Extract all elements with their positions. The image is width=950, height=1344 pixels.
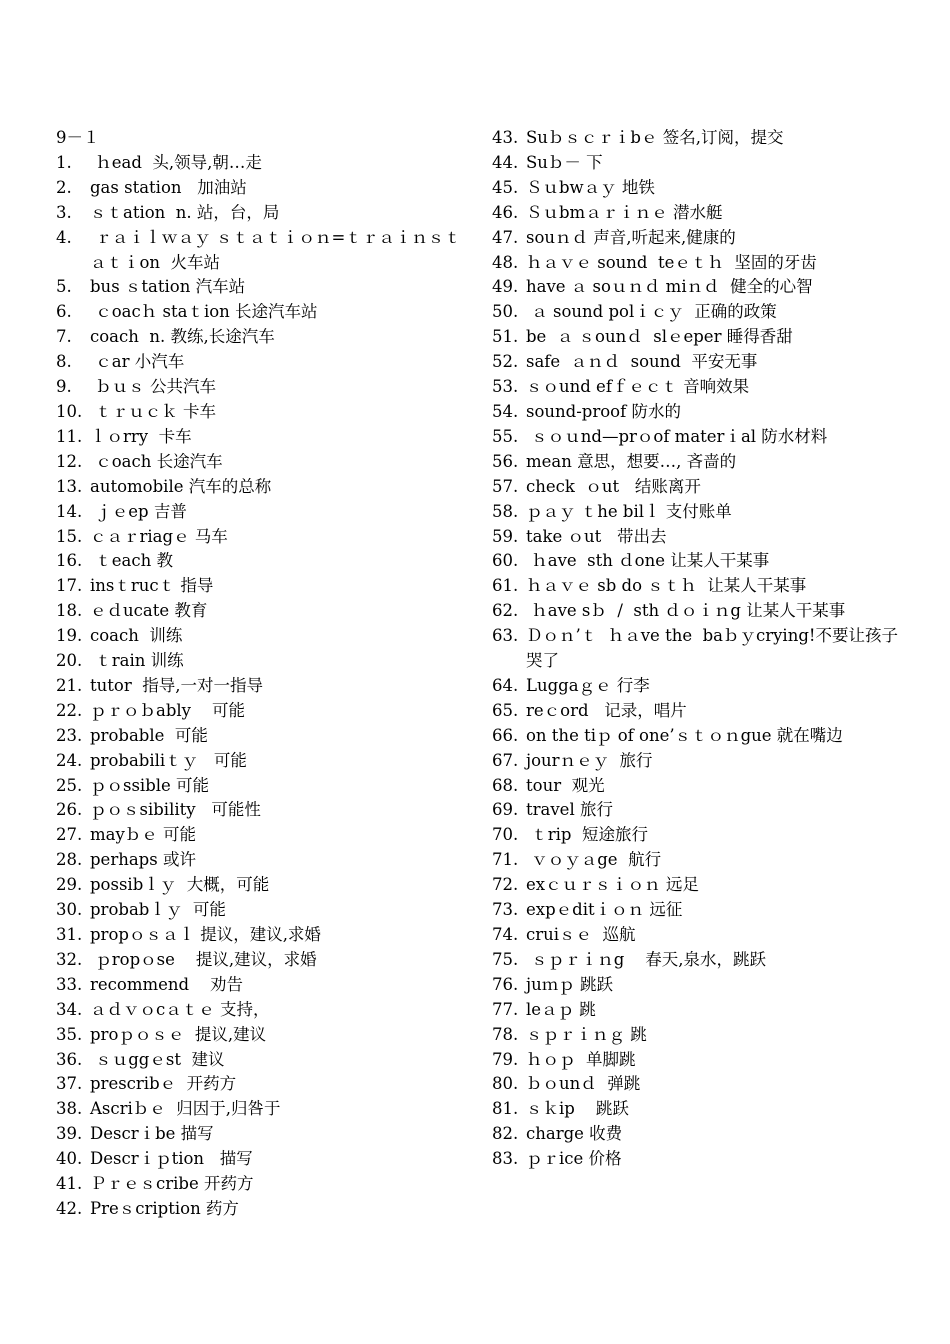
entry-text: reｃord 记录，唱片: [526, 700, 687, 720]
entry-number: 5.: [56, 277, 72, 297]
entry-text: ｃoach 长途汽车: [90, 451, 223, 471]
vocab-entry: [492, 674, 912, 699]
entry-number: 10.: [56, 401, 83, 421]
entry-number: 31.: [56, 925, 83, 944]
vocab-entry: [492, 1147, 912, 1172]
entry-text: tour 观光: [526, 775, 605, 795]
left-column: [56, 126, 476, 1222]
entry-number: 25.: [56, 775, 83, 795]
entry-text: ｈave sth ｄone 让某人干某事: [526, 551, 770, 571]
entry-number: 24.: [56, 750, 83, 770]
entry-number: 35.: [56, 1024, 83, 1044]
entry-text: ａ sound polｉｃｙ 正确的政策: [526, 302, 777, 322]
entry-number: 45.: [492, 177, 519, 197]
entry-text: ｓｏｕnd—prｏof materｉal 防水材料: [526, 426, 828, 446]
entry-text: ｐｏｓsibility 可能性: [90, 800, 261, 820]
entry-text: jourｎｅｙ 旅行: [526, 750, 653, 770]
entry-text: ｐｒice 价格: [526, 1149, 622, 1169]
entry-text: propｏｓａｌ 提议，建议,求婚: [90, 925, 321, 944]
entry-text: Suｂｓｃｒｉbｅ 签名,订阅，提交: [526, 128, 784, 147]
vocab-entry: [492, 500, 912, 525]
entry-number: 72.: [492, 875, 519, 895]
vocab-entry: [492, 624, 912, 674]
entry-text: on the tiｐ of one’ｓｔｏｎgue 就在嘴边: [526, 725, 843, 745]
entry-number: 15.: [56, 526, 83, 546]
entry-number: 14.: [56, 501, 83, 521]
vocab-entry: [492, 724, 912, 749]
vocab-entry: [56, 873, 476, 898]
entry-number: 60.: [492, 551, 519, 571]
entry-text: Preｓcription 药方: [90, 1198, 239, 1218]
entry-number: 1.: [56, 152, 72, 172]
entry-number: 38.: [56, 1099, 83, 1119]
entry-number: 13.: [56, 476, 83, 496]
vocab-entry: [56, 574, 476, 599]
entry-text: ｌｏrry 卡车: [90, 426, 192, 446]
vocab-entry: [492, 475, 912, 500]
entry-text: charge 收费: [526, 1124, 623, 1144]
vocab-entry: [492, 823, 912, 848]
entry-number: 30.: [56, 900, 83, 920]
entry-text: insｔrucｔ 指导: [90, 576, 214, 596]
vocab-entry: [492, 176, 912, 201]
entry-text: ｂｕｓ 公共汽车: [90, 377, 216, 397]
entry-text: ｃoacｈ staｔion 长途汽车站: [90, 302, 318, 322]
entry-text: ｐｏssible 可能: [90, 775, 210, 795]
vocab-entry: [56, 948, 476, 973]
entry-number: 48.: [492, 252, 519, 272]
entry-number: 6.: [56, 302, 72, 322]
vocab-entry: [492, 525, 912, 550]
entry-text: ｈｏｐ 单脚跳: [526, 1049, 636, 1069]
entry-number: 39.: [56, 1124, 83, 1144]
entry-number: 12.: [56, 451, 83, 471]
vocab-entry: [492, 400, 912, 425]
entry-number: 75.: [492, 949, 519, 969]
entry-text: Suｂ－ 下: [526, 152, 603, 172]
entry-text: ｓｋip 跳跃: [526, 1099, 629, 1119]
entry-number: 57.: [492, 476, 519, 496]
vocab-entry: [492, 973, 912, 998]
vocab-entry: [492, 375, 912, 400]
entry-number: 7.: [56, 327, 72, 347]
entry-text: Luggaｇｅ 行李: [526, 675, 650, 695]
vocab-entry: [56, 1072, 476, 1097]
vocab-entry: [492, 549, 912, 574]
entry-text: take ｏut 带出去: [526, 526, 667, 546]
entry-number: 49.: [492, 277, 519, 297]
entry-number: 77.: [492, 999, 519, 1019]
entry-text: juｍｐ 跳跃: [526, 974, 613, 994]
vocab-entry: [56, 400, 476, 425]
entry-number: 19.: [56, 626, 83, 646]
vocab-entry: [492, 450, 912, 475]
entry-number: 69.: [492, 800, 519, 820]
vocab-entry: [492, 275, 912, 300]
entry-number: 79.: [492, 1049, 519, 1069]
entry-text: ｊｅep 吉普: [90, 501, 187, 521]
entry-text: prescribｅ 开药方: [90, 1074, 237, 1094]
entry-text: ｒａｉｌｗａｙ ｓｔａｔｉｏｎ=ｔｒａｉｎｓｔａｔｉon 火车站: [90, 227, 461, 272]
vocab-entry: [56, 923, 476, 948]
vocab-entry: [492, 774, 912, 799]
entry-number: 67.: [492, 750, 519, 770]
entry-number: 29.: [56, 875, 83, 895]
entry-number: 68.: [492, 775, 519, 795]
entry-number: 41.: [56, 1174, 83, 1194]
entry-text: possibｌｙ 大概，可能: [90, 875, 270, 895]
entry-number: 43.: [492, 128, 519, 147]
vocab-entry: [492, 300, 912, 325]
entry-text: probable 可能: [90, 725, 208, 745]
entry-text: probabｌｙ 可能: [90, 900, 226, 920]
entry-number: 20.: [56, 651, 83, 671]
entry-number: 65.: [492, 700, 519, 720]
entry-text: ａｄｖｏcａｔｅ 支持，: [90, 999, 270, 1019]
entry-text: mayｂｅ 可能: [90, 825, 197, 845]
vocab-entry: [492, 226, 912, 251]
entry-text: cruiｓｅ 巡航: [526, 925, 636, 944]
entry-number: 62.: [492, 601, 519, 621]
entry-text: exｃｕｒｓｉｏｎ 远足: [526, 875, 699, 895]
vocab-entry: [56, 201, 476, 226]
entry-number: 74.: [492, 925, 519, 944]
entry-text: ｈａｖｅ sb do ｓｔｈ 让某人干某事: [526, 576, 807, 596]
vocab-entry: [56, 1122, 476, 1147]
vocab-entry: [492, 1048, 912, 1073]
entry-text: ｐｒｏｂably 可能: [90, 700, 245, 720]
vocab-entry: [56, 375, 476, 400]
vocab-entry: [492, 749, 912, 774]
vocab-entry: [56, 425, 476, 450]
entry-text: ｔrip 短途旅行: [526, 825, 648, 845]
vocab-entry: [492, 1122, 912, 1147]
entry-text: ｓｏund efｆｅｃｔ 音响效果: [526, 377, 750, 397]
entry-number: 3.: [56, 202, 72, 222]
entry-text: ｔeach 教: [90, 551, 173, 571]
vocab-entry: [56, 898, 476, 923]
entry-text: be ａ ｓounｄ slｅeper 睡得香甜: [526, 327, 793, 347]
entry-text: ｐropｏse 提议,建议，求婚: [90, 949, 317, 969]
entry-text: ｐａｙ ｔhe bilｌ 支付账单: [526, 501, 732, 521]
entry-text: recommend 劝告: [90, 974, 244, 994]
entry-number: 73.: [492, 900, 519, 920]
entry-text: Ｄｏｎ’ｔ ｈａve the baｂｙcrying!不要让孩子哭了: [526, 626, 899, 671]
vocab-entry: [492, 1072, 912, 1097]
entry-text: automobile 汽车的总称: [90, 476, 272, 496]
entry-text: ｓｕggｅst 建议: [90, 1049, 225, 1069]
entry-number: 61.: [492, 576, 519, 596]
entry-text: ｈave sｂ / sth ｄｏｉｎg 让某人干某事: [526, 601, 846, 621]
vocab-entry: [56, 350, 476, 375]
entry-text: ｓｐｒｉｎg 春天,泉水，跳跃: [526, 949, 767, 969]
entry-text: check ｏut 结账离开: [526, 476, 701, 496]
entry-number: 82.: [492, 1124, 519, 1144]
vocab-entry: [56, 599, 476, 624]
vocab-entry: [56, 649, 476, 674]
vocab-entry: [56, 749, 476, 774]
entry-number: 28.: [56, 850, 83, 870]
vocab-entry: [56, 1147, 476, 1172]
entry-number: 26.: [56, 800, 83, 820]
entry-text: ｔｒｕｃｋ 卡车: [90, 401, 216, 421]
entry-number: 44.: [492, 152, 519, 172]
entry-text: Ｐｒｅｓcribe 开药方: [90, 1174, 254, 1194]
entry-number: 51.: [492, 327, 519, 347]
entry-number: 56.: [492, 451, 519, 471]
entry-number: 47.: [492, 227, 519, 247]
vocab-entry: [492, 126, 912, 151]
vocab-entry: [492, 948, 912, 973]
vocab-entry: [56, 998, 476, 1023]
entry-text: expｅditｉｏｎ 远征: [526, 900, 683, 920]
entry-number: 22.: [56, 700, 83, 720]
entry-number: 42.: [56, 1198, 83, 1218]
vocab-entry: [56, 325, 476, 350]
vocab-entry: [56, 500, 476, 525]
vocab-entry: [56, 176, 476, 201]
entry-text: ｃａｒriagｅ 马车: [90, 526, 228, 546]
entry-number: 58.: [492, 501, 519, 521]
entry-text: mean 意思，想要…, 吝啬的: [526, 451, 737, 471]
entry-text: safe ａｎｄ sound 平安无事: [526, 352, 758, 372]
entry-text: perhaps 或许: [90, 850, 196, 870]
entry-number: 59.: [492, 526, 519, 546]
vocab-entry: [492, 350, 912, 375]
entry-number: 71.: [492, 850, 519, 870]
entry-text: travel 旅行: [526, 800, 613, 820]
entry-number: 81.: [492, 1099, 519, 1119]
entry-number: 83.: [492, 1149, 519, 1169]
vocab-entry: [56, 151, 476, 176]
entry-text: ｂｏunｄ 弹跳: [526, 1074, 641, 1094]
entry-number: 53.: [492, 377, 519, 397]
vocab-entry: [492, 699, 912, 724]
entry-text: ｈead 头,领导,朝…走: [90, 152, 262, 172]
vocab-entry: [492, 201, 912, 226]
entry-number: 18.: [56, 601, 83, 621]
vocab-entry: [56, 475, 476, 500]
entry-number: 37.: [56, 1074, 83, 1094]
entry-number: 50.: [492, 302, 519, 322]
vocab-entry: [56, 774, 476, 799]
entry-text: probabiliｔｙ 可能: [90, 750, 247, 770]
entry-text: coach 训练: [90, 626, 183, 646]
entry-text: leａｐ 跳: [526, 999, 596, 1019]
vocab-entry: [492, 574, 912, 599]
entry-text: coach n. 教练,长途汽车: [90, 327, 275, 347]
entry-text: bus ｓtation 汽车站: [90, 277, 246, 297]
vocab-entry: [492, 251, 912, 276]
entry-number: 55.: [492, 426, 519, 446]
entry-number: 34.: [56, 999, 83, 1019]
vocab-entry: [56, 674, 476, 699]
entry-number: 46.: [492, 202, 519, 222]
vocab-entry: [56, 798, 476, 823]
vocab-entry: [492, 1097, 912, 1122]
vocab-entry: [56, 1097, 476, 1122]
vocab-entry: [56, 724, 476, 749]
right-column: [492, 126, 912, 1172]
entry-text: gas station 加油站: [90, 177, 247, 197]
entry-text: Ascriｂｅ 归因于,归咎于: [90, 1099, 281, 1119]
entry-text: Descrｉbe 描写: [90, 1124, 214, 1144]
vocab-entry: [56, 1197, 476, 1222]
entry-text: ｔrain 训练: [90, 651, 184, 671]
entry-number: 76.: [492, 974, 519, 994]
entry-number: 54.: [492, 401, 519, 421]
entry-text: Ｓｕbmａｒｉｎｅ 潜水艇: [526, 202, 723, 222]
vocab-entry: [56, 450, 476, 475]
entry-number: 11.: [56, 426, 83, 446]
vocab-entry: [56, 1172, 476, 1197]
vocab-entry: [492, 1023, 912, 1048]
entry-text: ｅｄucate 教育: [90, 601, 208, 621]
vocab-entry: [56, 275, 476, 300]
entry-number: 32.: [56, 949, 83, 969]
vocab-entry: [492, 923, 912, 948]
entry-number: 33.: [56, 974, 83, 994]
vocab-entry: [56, 1023, 476, 1048]
entry-text: tutor 指导,一对一指导: [90, 675, 263, 695]
section-heading: 9－１: [56, 128, 100, 147]
entry-number: 21.: [56, 675, 83, 695]
vocab-entry: [56, 300, 476, 325]
entry-text: ｃar 小汽车: [90, 352, 185, 372]
entry-number: 80.: [492, 1074, 519, 1094]
entry-number: 40.: [56, 1149, 83, 1169]
entry-text: Ｓｕbwａｙ 地铁: [526, 177, 655, 197]
entry-number: 52.: [492, 352, 519, 372]
vocab-entry: [56, 525, 476, 550]
entry-number: 17.: [56, 576, 83, 596]
vocab-entry: [492, 848, 912, 873]
entry-number: 16.: [56, 551, 83, 571]
vocab-entry: [492, 998, 912, 1023]
vocab-entry: [56, 699, 476, 724]
entry-text: ｓｔation n. 站，台，局: [90, 202, 280, 222]
entry-number: 27.: [56, 825, 83, 845]
entry-text: proｐｏｓｅ 提议,建议: [90, 1024, 267, 1044]
entry-number: 78.: [492, 1024, 519, 1044]
vocab-entry: [492, 151, 912, 176]
entry-number: 9.: [56, 377, 72, 397]
entry-text: have ａ soｕｎｄ miｎｄ 健全的心智: [526, 277, 813, 297]
entry-number: 4.: [56, 227, 72, 247]
entry-text: souｎｄ 声音,听起来,健康的: [526, 227, 736, 247]
vocab-entry: [56, 624, 476, 649]
vocab-entry: [492, 798, 912, 823]
vocab-entry: [492, 425, 912, 450]
entry-number: 23.: [56, 725, 83, 745]
entry-number: 8.: [56, 352, 72, 372]
entry-text: ｓｐｒｉｎｇ 跳: [526, 1024, 647, 1044]
vocab-entry: [56, 823, 476, 848]
entry-text: ｖｏｙａge 航行: [526, 850, 662, 870]
vocab-entry: [492, 898, 912, 923]
vocab-entry: [492, 325, 912, 350]
entry-text: sound-proof 防水的: [526, 401, 681, 421]
entry-text: ｈａｖｅ sound teｅｔｈ 坚固的牙齿: [526, 252, 817, 272]
vocab-entry: [56, 848, 476, 873]
entry-number: 2.: [56, 177, 72, 197]
vocab-entry: [56, 549, 476, 574]
entry-number: 66.: [492, 725, 519, 745]
entry-text: Descrｉｐtion 描写: [90, 1149, 253, 1169]
vocab-entry: [56, 973, 476, 998]
vocab-entry: [56, 1048, 476, 1073]
entry-number: 36.: [56, 1049, 83, 1069]
entry-number: 70.: [492, 825, 519, 845]
entry-number: 64.: [492, 675, 519, 695]
entry-number: 63.: [492, 626, 519, 646]
vocab-entry: [492, 599, 912, 624]
vocab-entry: [56, 226, 476, 276]
vocab-entry: [492, 873, 912, 898]
